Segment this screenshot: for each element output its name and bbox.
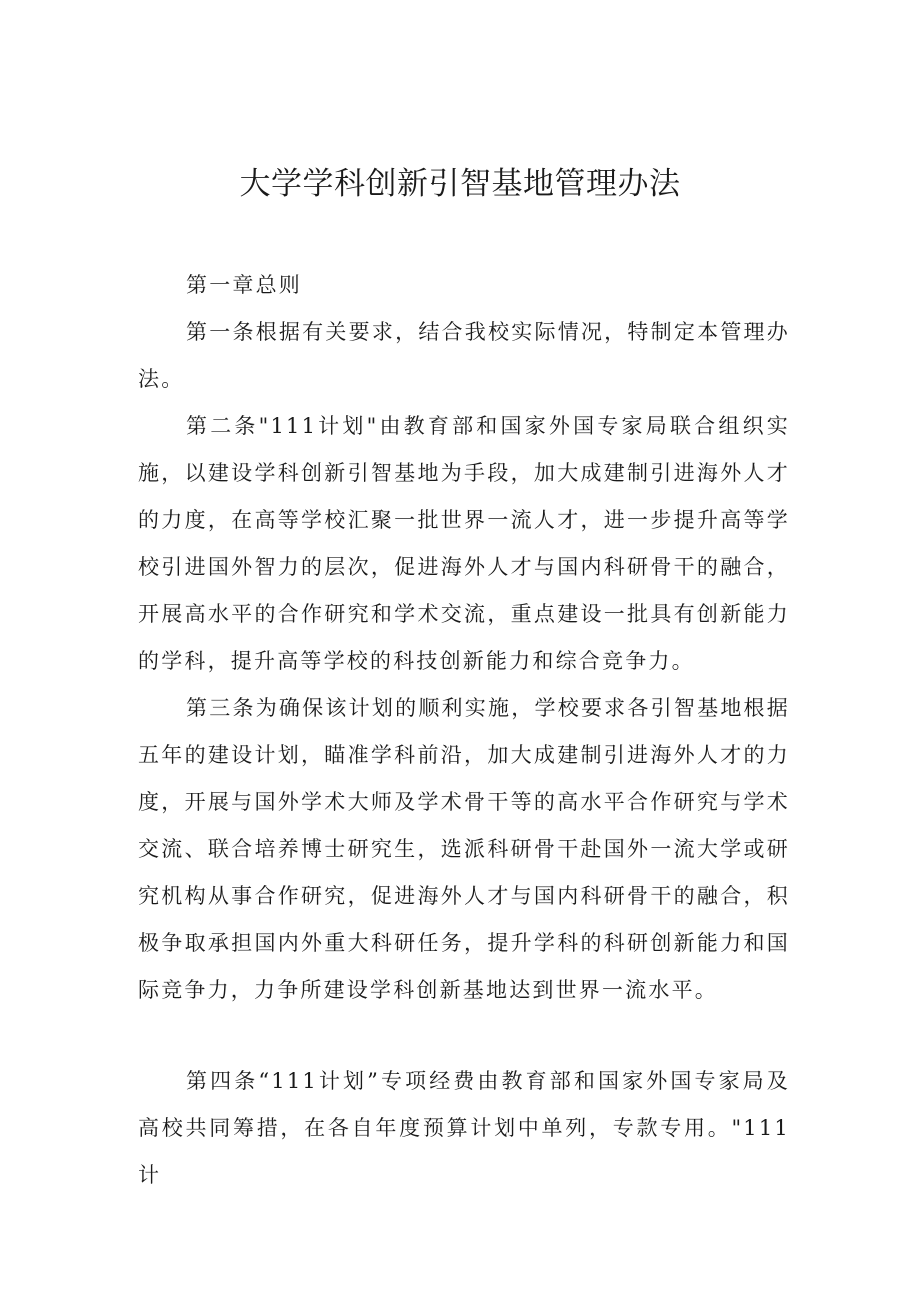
chapter-heading: 第一章总则 bbox=[186, 273, 302, 297]
document-title: 大学学科创新引智基地管理办法 bbox=[239, 166, 681, 202]
article-1-paragraph: 第一条根据有关要求，结合我校实际情况，特制定本管理办法。 bbox=[138, 320, 790, 391]
article-3-paragraph: 第三条为确保该计划的顺利实施，学校要求各引智基地根据五年的建设计划，瞄准学科前沿，加大成建制引进海外人才的力度，开展与国外学术大师及学术骨干等的高水平合作研究与学术交流、联合培养博士研究生，选派科研骨干赴国外一流大学或研究机构从事合作研究，促进海外人才与国内科研骨干的融合，积极争取承担国内外重大科研任务，提升学科的科研创新能力和国际竞争力，力争所建设学科创新基地达到世界一流水平。 bbox=[138, 696, 790, 1002]
article-2-paragraph: 第二条"111计划"由教育部和国家外国专家局联合组织实施，以建设学科创新引智基地为手段，加大成建制引进海外人才的力度，在高等学校汇聚一批世界一流人才，进一步提升高等学校引进国外智力的层次，促进海外人才与国内科研骨干的融合，开展高水平的合作研究和学术交流，重点建设一批具有创新能力的学科，提升高等学校的科技创新能力和综合竞争力。 bbox=[138, 414, 790, 673]
article-4-paragraph: 第四条“111计划”专项经费由教育部和国家外国专家局及高校共同筹措，在各自年度预算计划中单列，专款专用。"111计 bbox=[138, 1069, 790, 1187]
